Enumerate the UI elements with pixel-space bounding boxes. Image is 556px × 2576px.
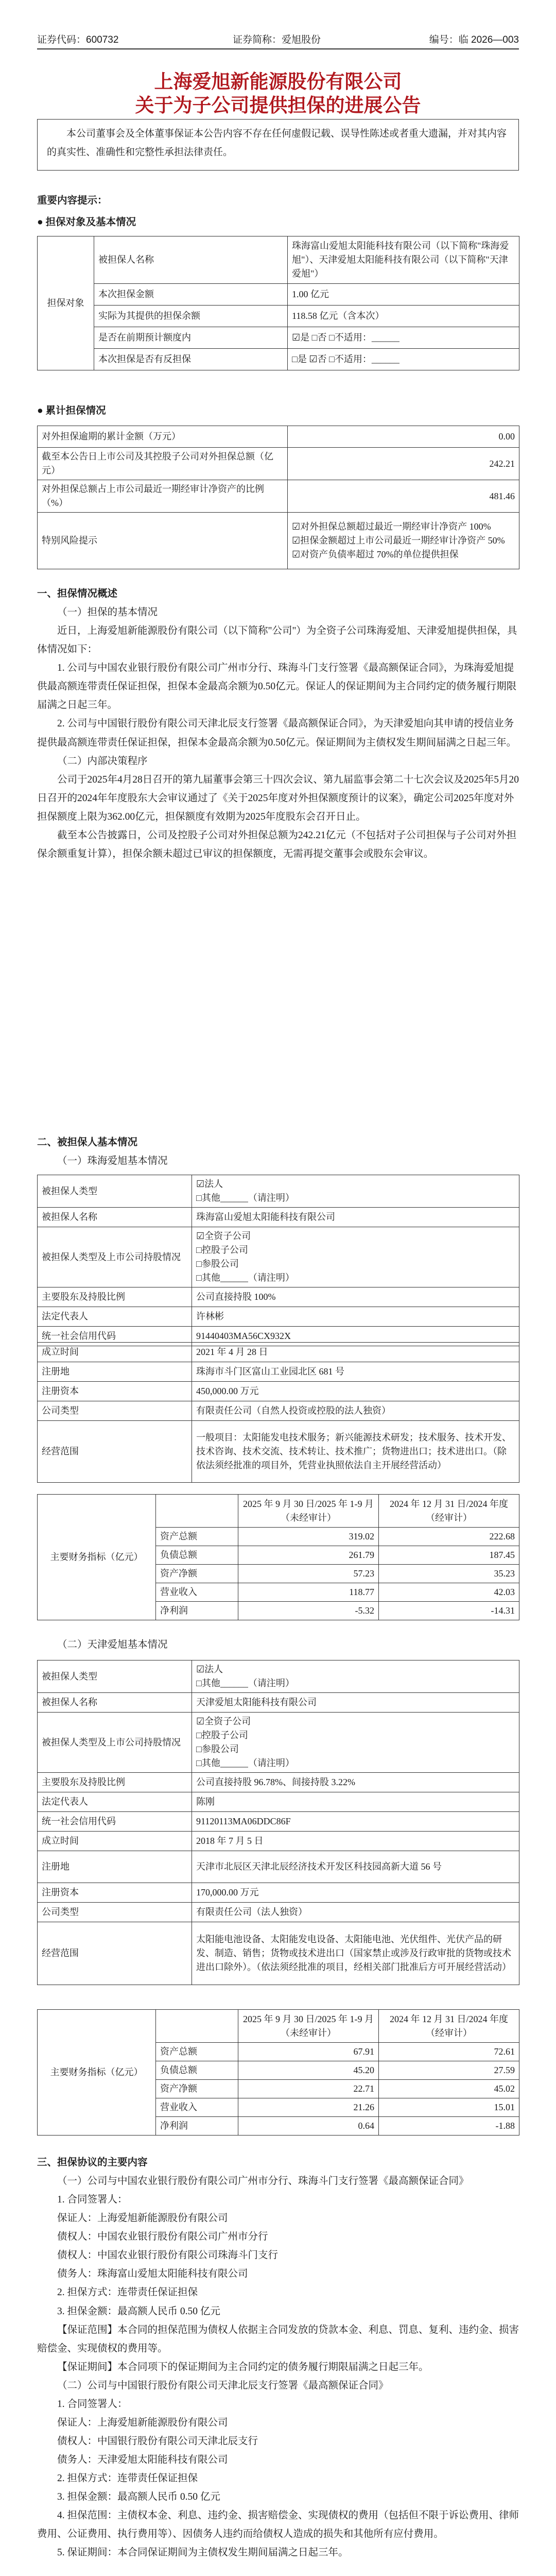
cell: 91120113MA06DDC86F	[192, 1812, 519, 1832]
cell: 一般项目：太阳能发电技术服务；新兴能源技术研发；技术服务、技术开发、技术咨询、技术交流、技术转让、技术推广；货物进出口；技术进出口。（除依法须经批准的项目外，凭营业执照依法自主开展经营活动）	[192, 1421, 519, 1483]
stock-name: 证券简称：爱旭股份	[233, 35, 321, 45]
cell: 天津市北辰区天津北辰经济技术开发区科技园高新大道 56 号	[192, 1851, 519, 1883]
document-header	[37, 32, 519, 47]
cell: 是否在前期预计额度内	[94, 327, 288, 349]
cell: 经营范围	[38, 1922, 192, 1985]
zhuhai-registration-table	[37, 1342, 519, 1483]
key-points-section	[37, 192, 519, 232]
page-title-company: 上海爱旭新能源股份有限公司	[154, 71, 402, 93]
cumulative-heading-wrap	[37, 402, 519, 420]
column-header: 2025 年 9 月 30 日/2025 年 1-9 月（未经审计）	[238, 2010, 379, 2043]
cell: 公司类型	[38, 1903, 192, 1922]
paragraph: 2. 公司与中国银行股份有限公司天津北辰支行签署《最高额保证合同》，为天津爱旭向其申请的授信业务提供最高额连带责任保证担保，担保本金最高余额为0.50亿元。保证期间为主债权发生期间届满之日起三年。	[37, 718, 517, 748]
cell: 0.00	[288, 426, 519, 448]
cell: ☑对外担保总额超过最近一期经审计净资产 100% ☑担保金额超过上市公司最近一期经审计净资产 50% ☑对资产负债率超过 70%的单位提供担保	[288, 513, 519, 569]
cell: 72.61	[379, 2043, 519, 2061]
cell: 被担保人类型及上市公司持股情况	[38, 1713, 192, 1773]
cell: -14.31	[379, 1602, 519, 1620]
paragraph: 4. 担保范围：主债权本金、利息、违约金、损害赔偿金、实现债权的费用（包括但不限于诉讼费用、律师费用、公证费用、执行费用等）、因债务人违约而给债权人造成的损失和其他所有应付费用。	[37, 2510, 519, 2540]
tianjin-sub-heading-wrap	[37, 1636, 519, 1654]
sub-heading: （二）公司与中国银行股份有限公司天津北辰支行签署《最高额保证合同》	[57, 2380, 389, 2391]
cell: 57.23	[238, 1565, 379, 1583]
cumulative-heading: ● 累计担保情况	[37, 405, 106, 416]
cell: 42.03	[379, 1583, 519, 1602]
cell: 2021 年 4 月 28 日	[192, 1343, 519, 1362]
cell: 公司类型	[38, 1401, 192, 1421]
cell: 被担保人类型	[38, 1175, 192, 1208]
tianjin-basic-table	[37, 1660, 519, 1985]
cell: 法定代表人	[38, 1792, 192, 1812]
cell: 资产净额	[156, 2080, 238, 2098]
sub-heading: （二）内部决策程序	[57, 755, 148, 767]
tianjin-financial-table	[37, 2009, 519, 2136]
header-divider	[37, 48, 519, 49]
paragraph: 3. 担保金额：最高额人民币 0.50 亿元	[57, 2492, 220, 2503]
cell: 被担保人类型	[38, 1660, 192, 1693]
cell: -1.88	[379, 2117, 519, 2136]
cell: -5.32	[238, 1602, 379, 1620]
page-title-subject: 关于为子公司提供担保的进展公告	[135, 94, 421, 116]
cell: 主要股东及持股比例	[38, 1287, 192, 1307]
cell: 45.20	[238, 2061, 379, 2080]
section-1	[37, 585, 519, 863]
cell: 陈刚	[192, 1792, 519, 1812]
section-heading: 三、担保协议的主要内容	[37, 2157, 148, 2168]
paragraph: 3. 担保金额：最高额人民币 0.50 亿元	[57, 2306, 220, 2317]
paragraph: 近日，上海爱旭新能源股份有限公司（以下简称"公司"）为全资子公司珠海爱旭、天津爱旭提供担保，具体情况如下：	[37, 625, 517, 655]
guarantee-object-heading: ● 担保对象及基本情况	[37, 217, 136, 228]
cell: 0.64	[238, 2117, 379, 2136]
section-heading: 二、被担保人基本情况	[37, 1137, 138, 1148]
cell: 注册地	[38, 1851, 192, 1883]
paragraph: 2. 担保方式：连带责任保证担保	[57, 2473, 198, 2484]
cell: 170,000.00 万元	[192, 1883, 519, 1903]
sub-heading: （一）担保的基本情况	[57, 607, 158, 618]
cell: 法定代表人	[38, 1307, 192, 1327]
cell: 242.21	[288, 448, 519, 480]
cell: ☑法人 □其他______（请注明）	[192, 1175, 519, 1208]
cell: 319.02	[238, 1528, 379, 1546]
cell: 净利润	[156, 2117, 238, 2136]
cell: 注册资本	[38, 1883, 192, 1903]
paragraph: 债权人：中国银行股份有限公司天津北辰支行	[57, 2435, 258, 2447]
cell: 450,000.00 万元	[192, 1382, 519, 1401]
cell: 统一社会信用代码	[38, 1812, 192, 1832]
cell: 太阳能电池设备、太阳能发电设备、太阳能电池、光伏组件、光伏产品的研发、制造、销售；货物或技术进出口（国家禁止或涉及行政审批的货物或技术进出口除外）。（依法须经批准的项目，经相关部门批准后方可开展经营活动）	[192, 1922, 519, 1985]
cell: 负债总额	[156, 1546, 238, 1565]
column-header: 2025 年 9 月 30 日/2025 年 1-9 月（未经审计）	[238, 1495, 379, 1528]
section-3	[37, 2154, 519, 2562]
cell: 27.59	[379, 2061, 519, 2080]
cell: 有限责任公司（自然人投资或控股的法人独资）	[192, 1401, 519, 1421]
cell	[156, 1495, 238, 1528]
paragraph: 公司于2025年4月28日召开的第九届董事会第三十四次会议、第九届监事会第二十七次会议及2025年5月20日召开的2024年年度股东大会审议通过了《关于2025年度对外担保额度预计的议案》，确定公司2025年度对外担保额度上限为362.00亿元，担保额度有效期为2025年度股东会召开日止。	[37, 774, 519, 822]
sub-heading: （一）公司与中国农业银行股份有限公司广州市分行、珠海斗门支行签署《最高额保证合同》	[57, 2176, 469, 2187]
cell: 营业收入	[156, 1583, 238, 1602]
paragraph: 债务人：天津爱旭太阳能科技有限公司	[57, 2454, 228, 2465]
cell: 261.79	[238, 1546, 379, 1565]
cell: 资产净额	[156, 1565, 238, 1583]
cell: 被担保人名称	[38, 1208, 192, 1227]
key-points-heading: 重要内容提示：	[37, 195, 108, 206]
cell: 注册地	[38, 1362, 192, 1382]
guarantee-object-table	[37, 236, 519, 370]
paragraph: 保证人：上海爱旭新能源股份有限公司	[57, 2213, 228, 2224]
cell: 资产总额	[156, 1528, 238, 1546]
paragraph: 【保证范围】本合同的担保范围为债权人依据主合同发放的贷款本金、利息、罚息、复利、违约金、损害赔偿金、实现债权的费用等。	[37, 2324, 519, 2354]
cell: 珠海富山爱旭太阳能科技有限公司	[192, 1208, 519, 1227]
financial-label: 主要财务指标（亿元）	[38, 2010, 156, 2136]
zhuhai-basic-table	[37, 1175, 519, 1346]
sub-heading: （一）珠海爱旭基本情况	[57, 1156, 168, 1167]
cell	[156, 2010, 238, 2043]
cell: 222.68	[379, 1528, 519, 1546]
cell: 统一社会信用代码	[38, 1327, 192, 1346]
paragraph: 1. 合同签署人：	[57, 2398, 128, 2410]
paragraph: 2. 担保方式：连带责任保证担保	[57, 2287, 198, 2298]
cell: 珠海富山爱旭太阳能科技有限公司（以下简称"珠海爱旭"）、天津爱旭太阳能科技有限公司（以下简称"天津爱旭"）	[288, 236, 519, 284]
cell: 15.01	[379, 2098, 519, 2117]
cell: 许林彬	[192, 1307, 519, 1327]
cell: 截至本公告日上市公司及其控股子公司对外担保总额（亿元）	[38, 448, 288, 480]
cell: 有限责任公司（法人独资）	[192, 1903, 519, 1922]
cell: 营业收入	[156, 2098, 238, 2117]
paragraph: 债权人：中国农业银行股份有限公司珠海斗门支行	[57, 2250, 279, 2261]
paragraph: 5. 保证期间：本合同保证期间为主债权发生期间届满之日起三年。	[57, 2547, 349, 2558]
cell: 成立时间	[38, 1343, 192, 1362]
cell: 91440403MA56CX932X	[192, 1327, 519, 1346]
cell: 资产总额	[156, 2043, 238, 2061]
cell: 珠海市斗门区富山工业园北区 681 号	[192, 1362, 519, 1382]
cell: 对外担保逾期的累计金额（万元）	[38, 426, 288, 448]
cell: 本次担保金额	[94, 284, 288, 306]
cell: 本次担保是否有反担保	[94, 349, 288, 370]
cell: 天津爱旭太阳能科技有限公司	[192, 1693, 519, 1713]
cell: 118.58 亿元（含本次）	[288, 306, 519, 327]
financial-label: 主要财务指标（亿元）	[38, 1495, 156, 1620]
cell: 45.02	[379, 2080, 519, 2098]
cell: ☑法人 □其他______（请注明）	[192, 1660, 519, 1693]
sub-heading: （二）天津爱旭基本情况	[57, 1639, 168, 1650]
column-header: 2024 年 12 月 31 日/2024 年度（经审计）	[379, 1495, 519, 1528]
cumulative-guarantee-table	[37, 426, 519, 569]
cell: 118.77	[238, 1583, 379, 1602]
cell: 公司直接持股 96.78%、间接持股 3.22%	[192, 1773, 519, 1792]
cell: 注册资本	[38, 1382, 192, 1401]
paragraph: 截至本公告披露日，公司及控股子公司对外担保总额为242.21亿元（不包括对子公司担保与子公司对外担保余额重复计算），担保余额未超过已审议的担保额度，无需再提交董事会或股东会审议。	[37, 829, 517, 859]
cell: 实际为其提供的担保余额	[94, 306, 288, 327]
column-header: 2024 年 12 月 31 日/2024 年度（经审计）	[379, 2010, 519, 2043]
cell: □是 ☑否 □不适用：______	[288, 349, 519, 370]
paragraph: 1. 公司与中国农业银行股份有限公司广州市分行、珠海斗门支行签署《最高额保证合同》，为珠海爱旭提供最高额连带责任保证担保，担保本金最高余额为0.50亿元。保证人的保证期间为主合同约定的债务履行期限届满之日起三年。	[37, 663, 517, 711]
stock-code: 证券代码：600732	[37, 35, 119, 45]
zhuhai-financial-table	[37, 1494, 519, 1620]
paragraph: 债务人：珠海富山爱旭太阳能科技有限公司	[57, 2268, 248, 2280]
section-heading: 一、担保情况概述	[37, 588, 118, 599]
paragraph: 1. 合同签署人：	[57, 2194, 128, 2206]
cell: 35.23	[379, 1565, 519, 1583]
cell: ☑全资子公司 □控股子公司 □参股公司 □其他______（请注明）	[192, 1227, 519, 1287]
cell: 1.00 亿元	[288, 284, 519, 306]
paragraph: 债权人：中国农业银行股份有限公司广州市分行	[57, 2231, 268, 2243]
cell: 对外担保总额占上市公司最近一期经审计净资产的比例（%）	[38, 480, 288, 513]
board-statement-box: 本公司董事会及全体董事保证本公告内容不存在任何虚假记载、误导性陈述或者重大遗漏，并对其内容的真实性、准确性和完整性承担法律责任。	[37, 119, 519, 171]
cell: ☑全资子公司 □控股子公司 □参股公司 □其他______（请注明）	[192, 1713, 519, 1773]
cell: 公司直接持股 100%	[192, 1287, 519, 1307]
cell: 被担保人名称	[94, 236, 288, 284]
cell: 67.91	[238, 2043, 379, 2061]
notice-number: 编号：临 2026—003	[429, 35, 519, 45]
cell: 特别风险提示	[38, 513, 288, 569]
cell: 负债总额	[156, 2061, 238, 2080]
paragraph: 【保证期间】本合同项下的保证期间为主合同约定的债务履行期限届满之日起三年。	[57, 2361, 429, 2372]
cell: 187.45	[379, 1546, 519, 1565]
cell: 被担保人类型及上市公司持股情况	[38, 1227, 192, 1287]
cell: 成立时间	[38, 1832, 192, 1851]
cell: 净利润	[156, 1602, 238, 1620]
cell: 21.26	[238, 2098, 379, 2117]
cell: ☑是 □否 □不适用：______	[288, 327, 519, 349]
cell: 主要股东及持股比例	[38, 1773, 192, 1792]
cell: 2018 年 7 月 5 日	[192, 1832, 519, 1851]
cell: 481.46	[288, 480, 519, 513]
paragraph: 保证人：上海爱旭新能源股份有限公司	[57, 2417, 228, 2428]
cell: 被担保人名称	[38, 1693, 192, 1713]
cell: 经营范围	[38, 1421, 192, 1483]
section-2-heading	[37, 1133, 519, 1171]
cell: 22.71	[238, 2080, 379, 2098]
guarantee-object-label: 担保对象	[38, 236, 94, 370]
